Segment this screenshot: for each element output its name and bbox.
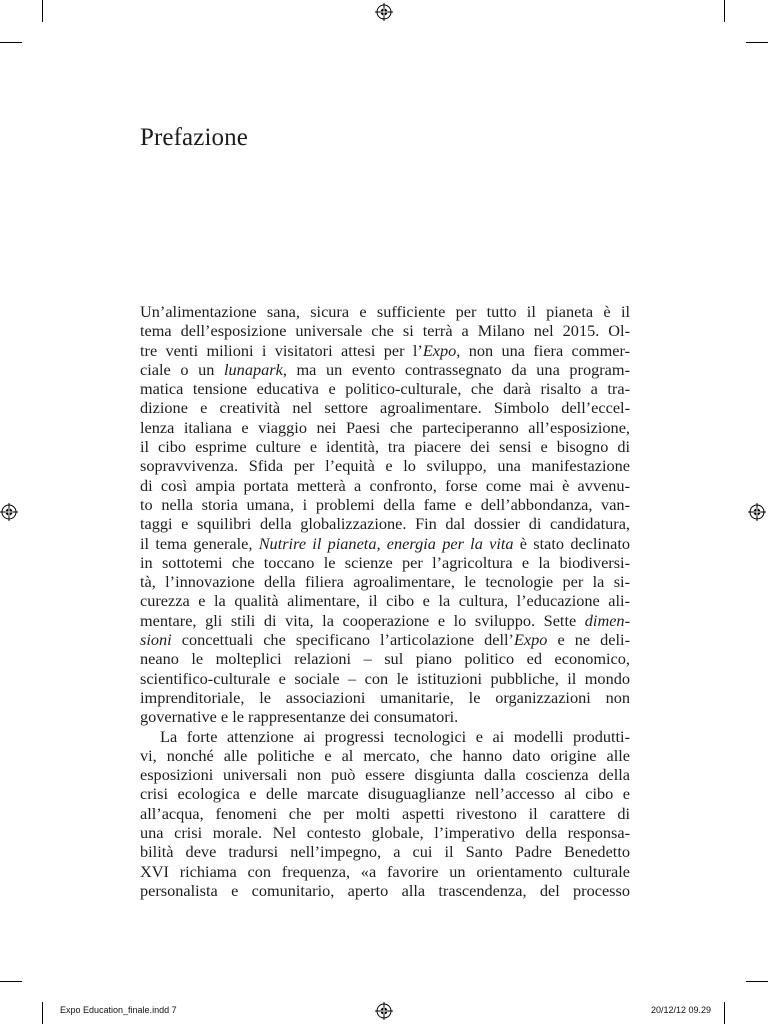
text-run: to nella storia umana, i problemi della fame e dell’abbondanza, van- bbox=[140, 494, 630, 514]
registration-mark-icon bbox=[0, 503, 18, 521]
text-line bbox=[140, 862, 630, 881]
text-run: bilità deve tradursi nell’impegno, a cui il Santo Padre Benedetto bbox=[140, 842, 630, 862]
text-run: in sottotemi che toccano le scienze per l’agricoltura e la biodiversi- bbox=[140, 552, 630, 572]
text-line bbox=[140, 649, 630, 668]
text-run: esposizioni universali non può essere disgiunta dalla coscienza della bbox=[140, 765, 630, 785]
text-line bbox=[140, 630, 630, 649]
text-run: tema dell’esposizione universale che si terrà a Milano nel 2015. Ol- bbox=[140, 321, 630, 341]
text-line bbox=[140, 591, 630, 610]
text-run: , non una fiera commer- bbox=[456, 340, 630, 360]
text-line bbox=[140, 398, 630, 417]
text-line bbox=[140, 611, 630, 630]
text-run: di così ampia portata metterà a confronto, forse come mai è avvenu- bbox=[140, 475, 630, 495]
text-run: personalista e comunitario, aperto alla trascendenza, del processo bbox=[140, 880, 630, 900]
crop-mark-right-bottom bbox=[746, 981, 768, 982]
text-run: , ma un evento contrassegnato da una program- bbox=[282, 359, 630, 379]
text-run: sopravvivenza. Sfida per l’equità e lo sviluppo, una manifestazione bbox=[140, 456, 630, 476]
text-run: matica tensione educativa e politico-culturale, che darà risalto a tra- bbox=[140, 379, 630, 399]
italic-text: , Nutrire il pianeta, energia per la vita bbox=[248, 533, 514, 553]
text-run: La forte attenzione ai progressi tecnologici e ai modelli produtti- bbox=[160, 726, 630, 746]
text-line bbox=[140, 881, 630, 900]
text-line bbox=[140, 379, 630, 398]
italic-text: dimen- bbox=[584, 610, 630, 630]
text-run: Un’alimentazione sana, sicura e sufficiente per tutto il pianeta è il bbox=[140, 302, 630, 321]
text-line bbox=[140, 360, 630, 379]
text-line bbox=[140, 437, 630, 456]
text-run: il cibo esprime culture e identità, tra piacere dei sensi e bisogno di bbox=[140, 437, 630, 457]
text-run: XVI richiama con frequenza, «a favorire un orientamento culturale bbox=[140, 861, 630, 881]
text-run: neano le molteplici relazioni – sul piano politico ed economico, bbox=[140, 649, 630, 669]
text-run: all’acqua, fenomeni che per molti aspetti rivestono il carattere di bbox=[140, 803, 630, 823]
text-line bbox=[140, 688, 630, 707]
text-run: una crisi morale. Nel contesto globale, l’imperativo della responsa- bbox=[140, 823, 630, 843]
registration-mark-icon bbox=[375, 1002, 393, 1020]
crop-mark-left-bottom bbox=[0, 981, 22, 982]
slug-filename: Expo Education_finale.indd 7 bbox=[60, 1005, 177, 1015]
text-run: imprenditoriale, le associazioni umanitarie, le organizzazioni non bbox=[140, 687, 630, 707]
italic-text: sioni bbox=[140, 630, 172, 650]
text-run: e ne deli- bbox=[547, 630, 630, 650]
text-line bbox=[140, 804, 630, 823]
crop-mark-right-top bbox=[746, 42, 768, 43]
text-line bbox=[140, 534, 630, 553]
text-run: è stato declinato bbox=[513, 533, 630, 553]
text-run: ciale o un bbox=[140, 359, 225, 379]
text-line bbox=[140, 746, 630, 765]
text-line bbox=[140, 302, 630, 321]
text-run: tre venti milioni i visitatori attesi per l’ bbox=[140, 340, 423, 360]
text-line bbox=[140, 553, 630, 572]
slug-datetime: 20/12/12 09.29 bbox=[651, 1005, 712, 1015]
registration-mark-icon bbox=[375, 3, 393, 21]
text-run: curezza e la qualità alimentare, il cibo e la cultura, l’educazione ali- bbox=[140, 591, 630, 611]
text-run: lenza italiana e viaggio nei Paesi che parteciperanno all’esposizione, bbox=[140, 417, 630, 437]
text-run: il tema generale bbox=[140, 533, 249, 553]
text-line bbox=[140, 823, 630, 842]
text-line bbox=[140, 514, 630, 533]
crop-mark-bottom-right bbox=[724, 1002, 725, 1024]
italic-text: lunapark bbox=[224, 359, 283, 379]
text-run: tà, l’innovazione della filiera agroalimentare, le tecnologie per la si- bbox=[140, 572, 630, 592]
text-line bbox=[140, 727, 630, 746]
text-line bbox=[140, 456, 630, 475]
text-line bbox=[140, 341, 630, 360]
text-line bbox=[140, 495, 630, 514]
text-line bbox=[140, 784, 630, 803]
text-run: concettuali che specificano l’articolazione dell’ bbox=[171, 630, 514, 650]
text-run: vi, nonché alle politiche e al mercato, che hanno dato origine alle bbox=[140, 745, 630, 765]
text-run: mentare, gli stili di vita, la cooperazione e lo sviluppo. Sette bbox=[140, 610, 585, 630]
crop-mark-top-left bbox=[42, 0, 43, 22]
text-line bbox=[140, 418, 630, 437]
text-line bbox=[140, 321, 630, 340]
text-line bbox=[140, 765, 630, 784]
text-line bbox=[140, 842, 630, 861]
text-line bbox=[140, 572, 630, 591]
registration-mark-icon bbox=[748, 503, 766, 521]
crop-mark-top-right bbox=[724, 0, 725, 22]
chapter-title: Prefazione bbox=[140, 124, 248, 151]
text-run: governative e le rappresentanze dei consumatori. bbox=[140, 707, 459, 727]
crop-mark-bottom-left bbox=[42, 1002, 43, 1024]
italic-text: Expo bbox=[513, 630, 548, 650]
body-text bbox=[140, 302, 630, 900]
text-run: dizione e creatività nel settore agroalimentare. Simbolo dell’eccel- bbox=[140, 398, 630, 418]
text-line bbox=[140, 669, 630, 688]
text-line bbox=[140, 476, 630, 495]
text-run: scientifico-culturale e sociale – con le istituzioni pubbliche, il mondo bbox=[140, 668, 630, 688]
text-run: taggi e squilibri della globalizzazione. Fin dal dossier di candidatura, bbox=[140, 514, 630, 534]
crop-mark-left-top bbox=[0, 42, 22, 43]
text-line bbox=[140, 707, 630, 726]
text-run: crisi ecologica e delle marcate disuguaglianze nell’accesso al cibo e bbox=[140, 784, 630, 804]
italic-text: Expo bbox=[422, 340, 457, 360]
